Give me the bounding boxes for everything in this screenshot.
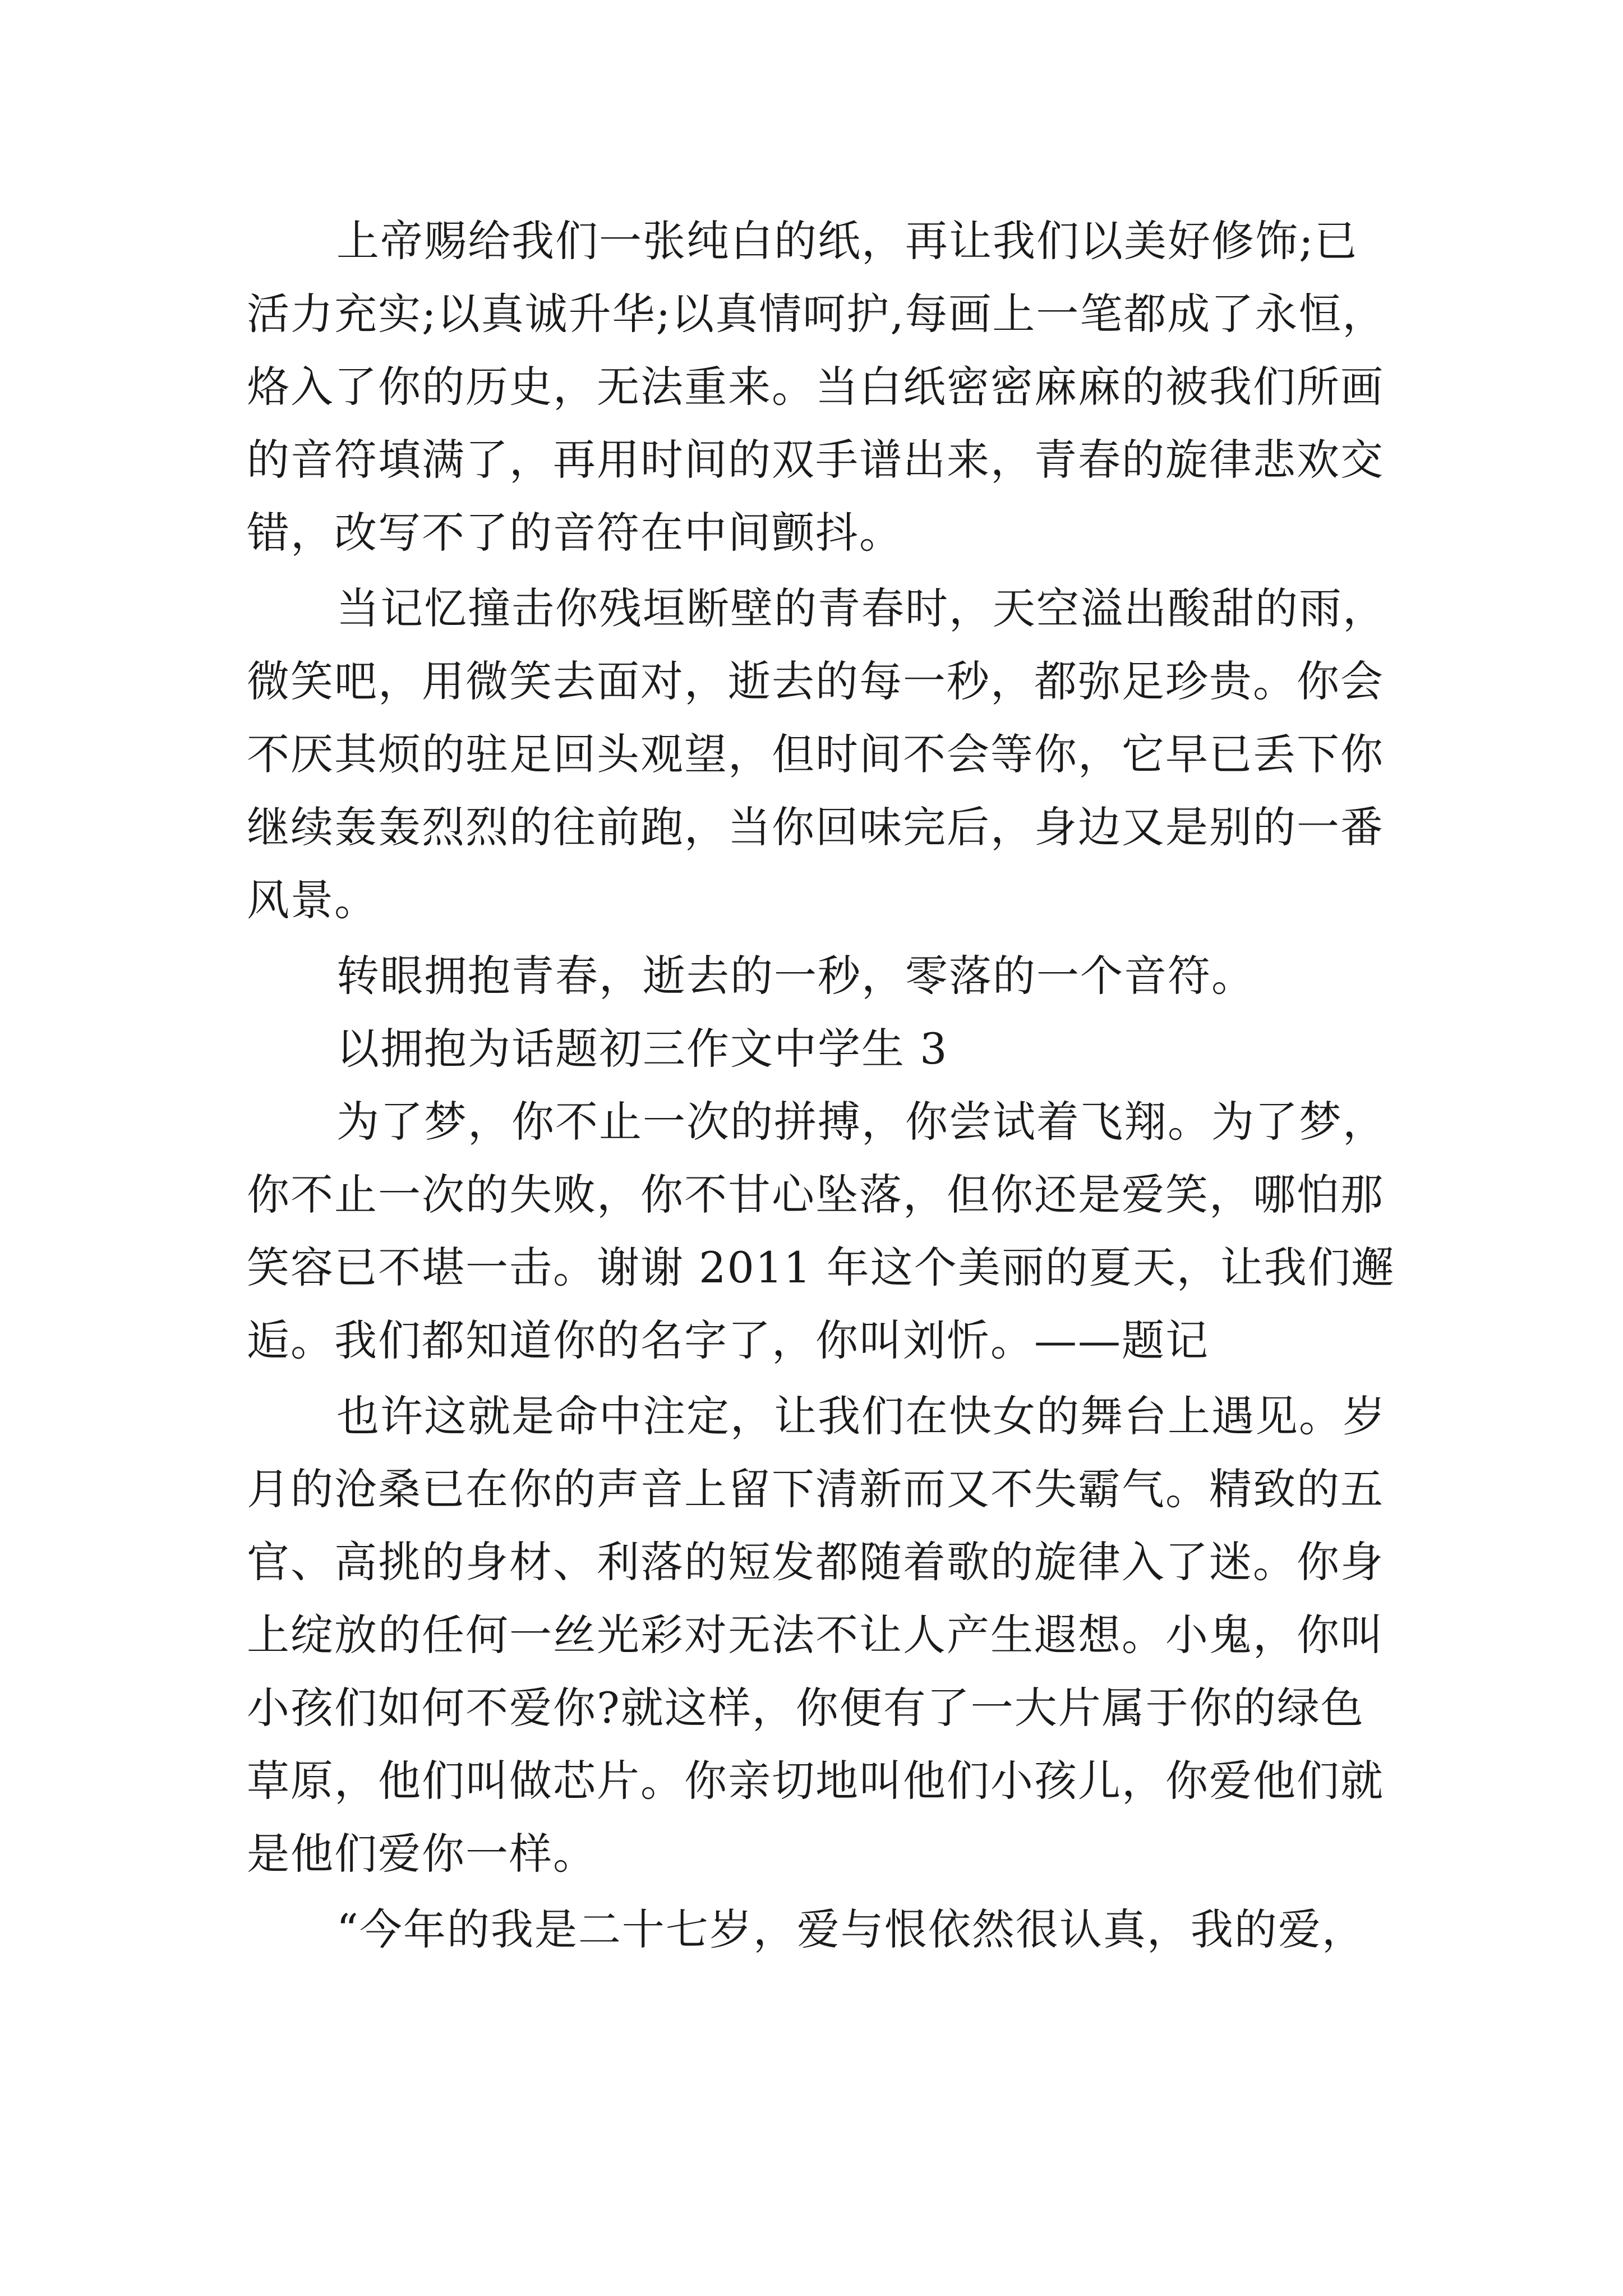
text-line: 月的沧桑已在你的声音上留下清新而又不失霸气。精致的五 bbox=[247, 1464, 1384, 1514]
text-line: 微笑吧，用微笑去面对，逝去的每一秒，都弥足珍贵。你会 bbox=[247, 656, 1384, 706]
text-line: 当记忆撞击你残垣断壁的青春时，天空溢出酸甜的雨， bbox=[336, 583, 1386, 633]
text-line: 风景。 bbox=[247, 875, 378, 925]
text-line: 继续轰轰烈烈的往前跑，当你回味完后，身边又是别的一番 bbox=[247, 802, 1384, 852]
text-line: 烙入了你的历史，无法重来。当白纸密密麻麻的被我们所画 bbox=[247, 362, 1384, 412]
text-line: 为了梦，你不止一次的拼搏，你尝试着飞翔。为了梦， bbox=[336, 1097, 1386, 1147]
text-line: 官、高挑的身材、利落的短发都随着歌的旋律入了迷。你身 bbox=[247, 1537, 1384, 1587]
text-line: 的音符填满了，再用时间的双手谱出来，青春的旋律悲欢交 bbox=[247, 435, 1384, 485]
text-line: 小孩们如何不爱你?就这样，你便有了一大片属于你的绿色 bbox=[247, 1683, 1364, 1733]
text-line: 上绽放的任何一丝光彩对无法不让人产生遐想。小鬼，你叫 bbox=[247, 1610, 1384, 1660]
text-line: 草原，他们叫做芯片。你亲切地叫他们小孩儿，你爱他们就 bbox=[247, 1756, 1384, 1806]
text-line: “今年的我是二十七岁，爱与恨依然很认真，我的爱， bbox=[336, 1904, 1366, 1954]
text-line: 笑容已不堪一击。谢谢 2011 年这个美丽的夏天，让我们邂 bbox=[247, 1243, 1395, 1292]
text-line: 错，改写不了的音符在中间颤抖。 bbox=[247, 508, 903, 558]
text-line: 也许这就是命中注定，让我们在快女的舞台上遇见。岁 bbox=[336, 1391, 1386, 1441]
text-line: 活力充实;以真诚升华;以真情呵护,每画上一笔都成了永恒， bbox=[247, 289, 1386, 339]
text-line: 逅。我们都知道你的名字了，你叫刘忻。——题记 bbox=[247, 1315, 1209, 1365]
text-line: 上帝赐给我们一张纯白的纸，再让我们以美好修饰;已 bbox=[336, 216, 1358, 266]
text-line: 是他们爱你一样。 bbox=[247, 1829, 597, 1879]
text-line: 不厌其烦的驻足回头观望，但时间不会等你，它早已丢下你 bbox=[247, 729, 1384, 779]
text-line: 你不止一次的失败，你不甘心坠落，但你还是爱笑，哪怕那 bbox=[247, 1170, 1384, 1220]
section-heading: 以拥抱为话题初三作文中学生 3 bbox=[336, 1024, 948, 1074]
text-line: 转眼拥抱青春，逝去的一秒，零落的一个音符。 bbox=[336, 951, 1255, 1001]
